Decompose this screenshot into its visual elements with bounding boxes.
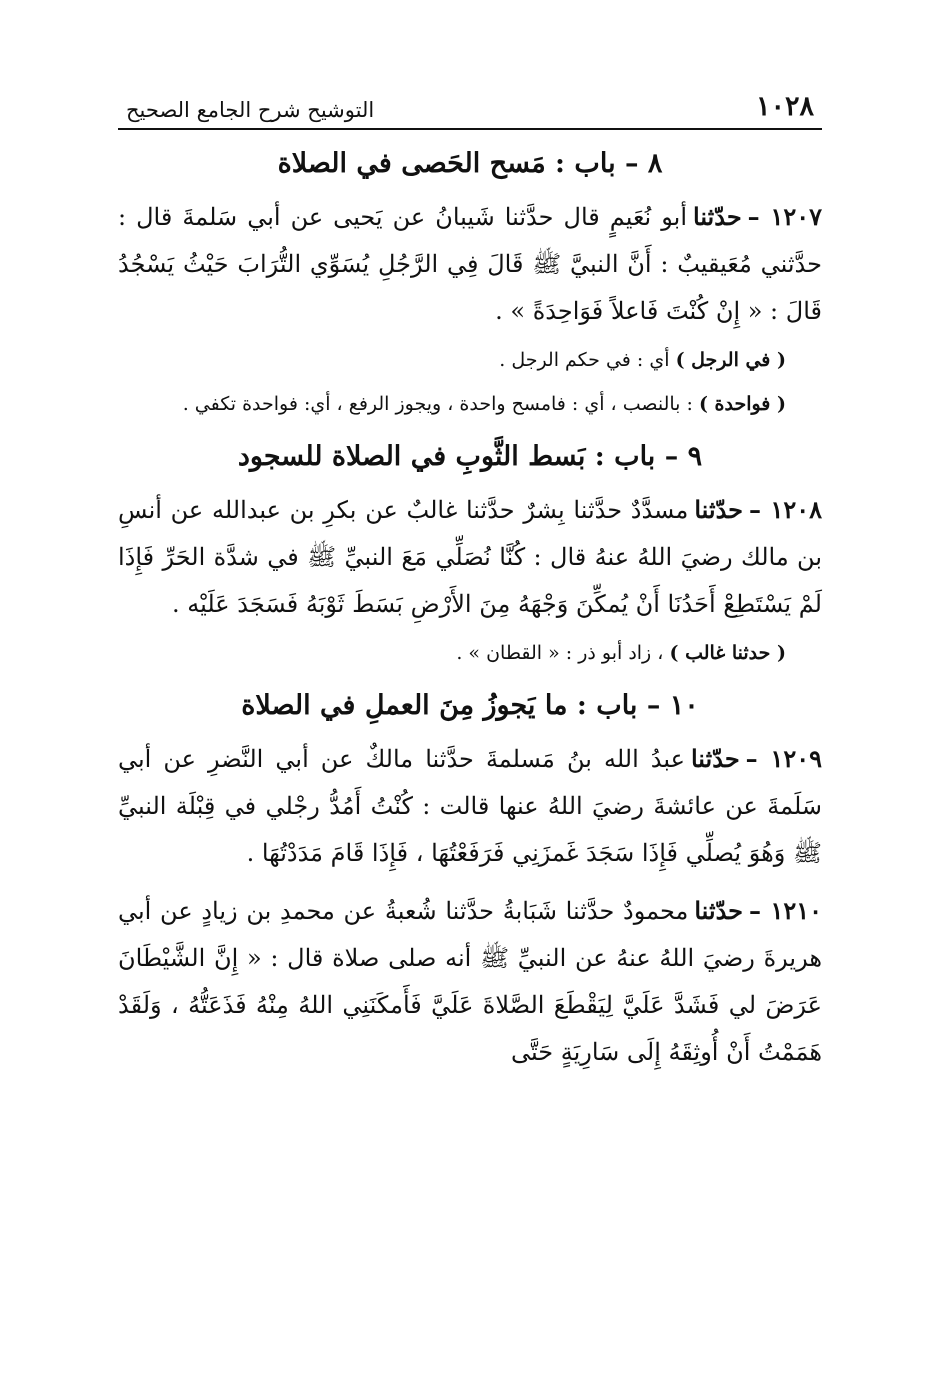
hadith-text: أبو نُعَيمٍ قال حدَّثنا شَيبانُ عن يَحيى عن أبي سَلمةَ قال : حدَّثني مُعَيقيبٌ : أَنَّ النبيَّ ﷺ قَالَ فِي الرَّجُلِ يُسَوِّي التُّرَابَ حَيْثُ يَسْجُدُ قَالَ : « إِنْ كُنْتَ فَاعلاً فَوَاحِدَةً » . [118,203,822,325]
hadith-number: ١٢٠٩ – [745,744,823,773]
hadith-lead: حدّثنا [690,744,740,773]
hadith-1210 [118,887,822,1076]
commentary-note [118,634,822,672]
hadith-text: مسدَّدٌ حدَّثنا بِشرٌ حدَّثنا غالبٌ عن بكرِ بن عبدالله عن أنسِ بن مالك رضيَ اللهُ عنهُ قال : كُنَّا نُصَلِّي مَعَ النبيِّ ﷺ في شدَّة الحَرِّ فَإِذَا لَمْ يَسْتَطِعْ أَحَدُنَا أَنْ يُمكِّنَ وَجْهَهُ مِنَ الأَرْضِ بَسَطَ ثَوْبَهُ فَسَجَدَ عَلَيْه . [118,496,822,618]
page-header [118,72,822,130]
chapter-heading-8: ٨ – باب : مَسح الحَصى في الصلاة [277,148,663,179]
running-title: التوشيح شرح الجامع الصحيح [126,98,375,122]
commentary-text: : بالنصب ، أي : فامسح واحدة ، ويجوز الرفع ، أي: فواحدة تكفي . [182,393,693,415]
commentary-text: ، زاد أبو ذر : « القطان » . [456,642,664,664]
commentary-term: ( حدثنا غالب ) [669,642,786,664]
commentary-note [118,385,822,423]
hadith-lead: حدّثنا [694,896,743,925]
hadith-number: ١٢٠٨ – [749,495,823,524]
hadith-1208 [118,486,822,628]
hadith-1209 [118,735,822,877]
chapter-heading-10: ١٠ – باب : ما يَجوزُ مِنَ العملِ في الصلاة [241,690,699,721]
book-page [118,72,822,1076]
hadith-text: عبدُ الله بنُ مَسلمةَ حدَّثنا مالكٌ عن أبي النَّضرِ عن أبي سَلَمةَ عن عائشةَ رضيَ اللهُ عنها قالت : كُنْتُ أَمُدُّ رجْلي في قِبْلَة النبيِّ ﷺ وَهُوَ يُصلِّي فَإِذَا سَجَدَ غَمزَنِي فَرَفَعْتُهَا ، فَإِذَا قَامَ مَدَدْتُهَا . [118,745,822,867]
hadith-lead: حدّثنا [694,495,743,524]
hadith-number: ١٢٠٧ – [747,202,822,231]
commentary-note [118,341,822,379]
commentary-term: ( فواحدة ) [698,393,786,415]
page-number: ١٠٢٨ [755,91,814,122]
chapter-heading-9: ٩ – باب : بَسط الثَّوبِ في الصلاة للسجود [237,441,703,472]
hadith-number: ١٢١٠ – [749,896,822,925]
commentary-text: أي : في حكم الرجل . [499,349,670,371]
hadith-lead: حدّثنا [693,202,742,231]
commentary-term: ( في الرجل ) [675,349,786,371]
hadith-1207 [118,193,822,335]
hadith-text: محمودٌ حدَّثنا شَبَابةُ حدَّثنا شُعبةُ عن محمدِ بن زيادٍ عن أبي هريرةَ رضيَ اللهُ عنهُ عن النبيِّ ﷺ أنه صلى صلاة قال : « إِنَّ الشَّيْطَانَ عَرَضَ لي فَشَدَّ عَلَيَّ لِيَقْطَعَ الصَّلاةَ عَلَيَّ فَأَمكَنَنِي اللهُ مِنْهُ فَذَعَتُّهُ ، وَلَقَدْ هَمَمْتُ أَنْ أُوثِقَهُ إِلَى سَارِيَةٍ حَتَّى [118,897,822,1066]
